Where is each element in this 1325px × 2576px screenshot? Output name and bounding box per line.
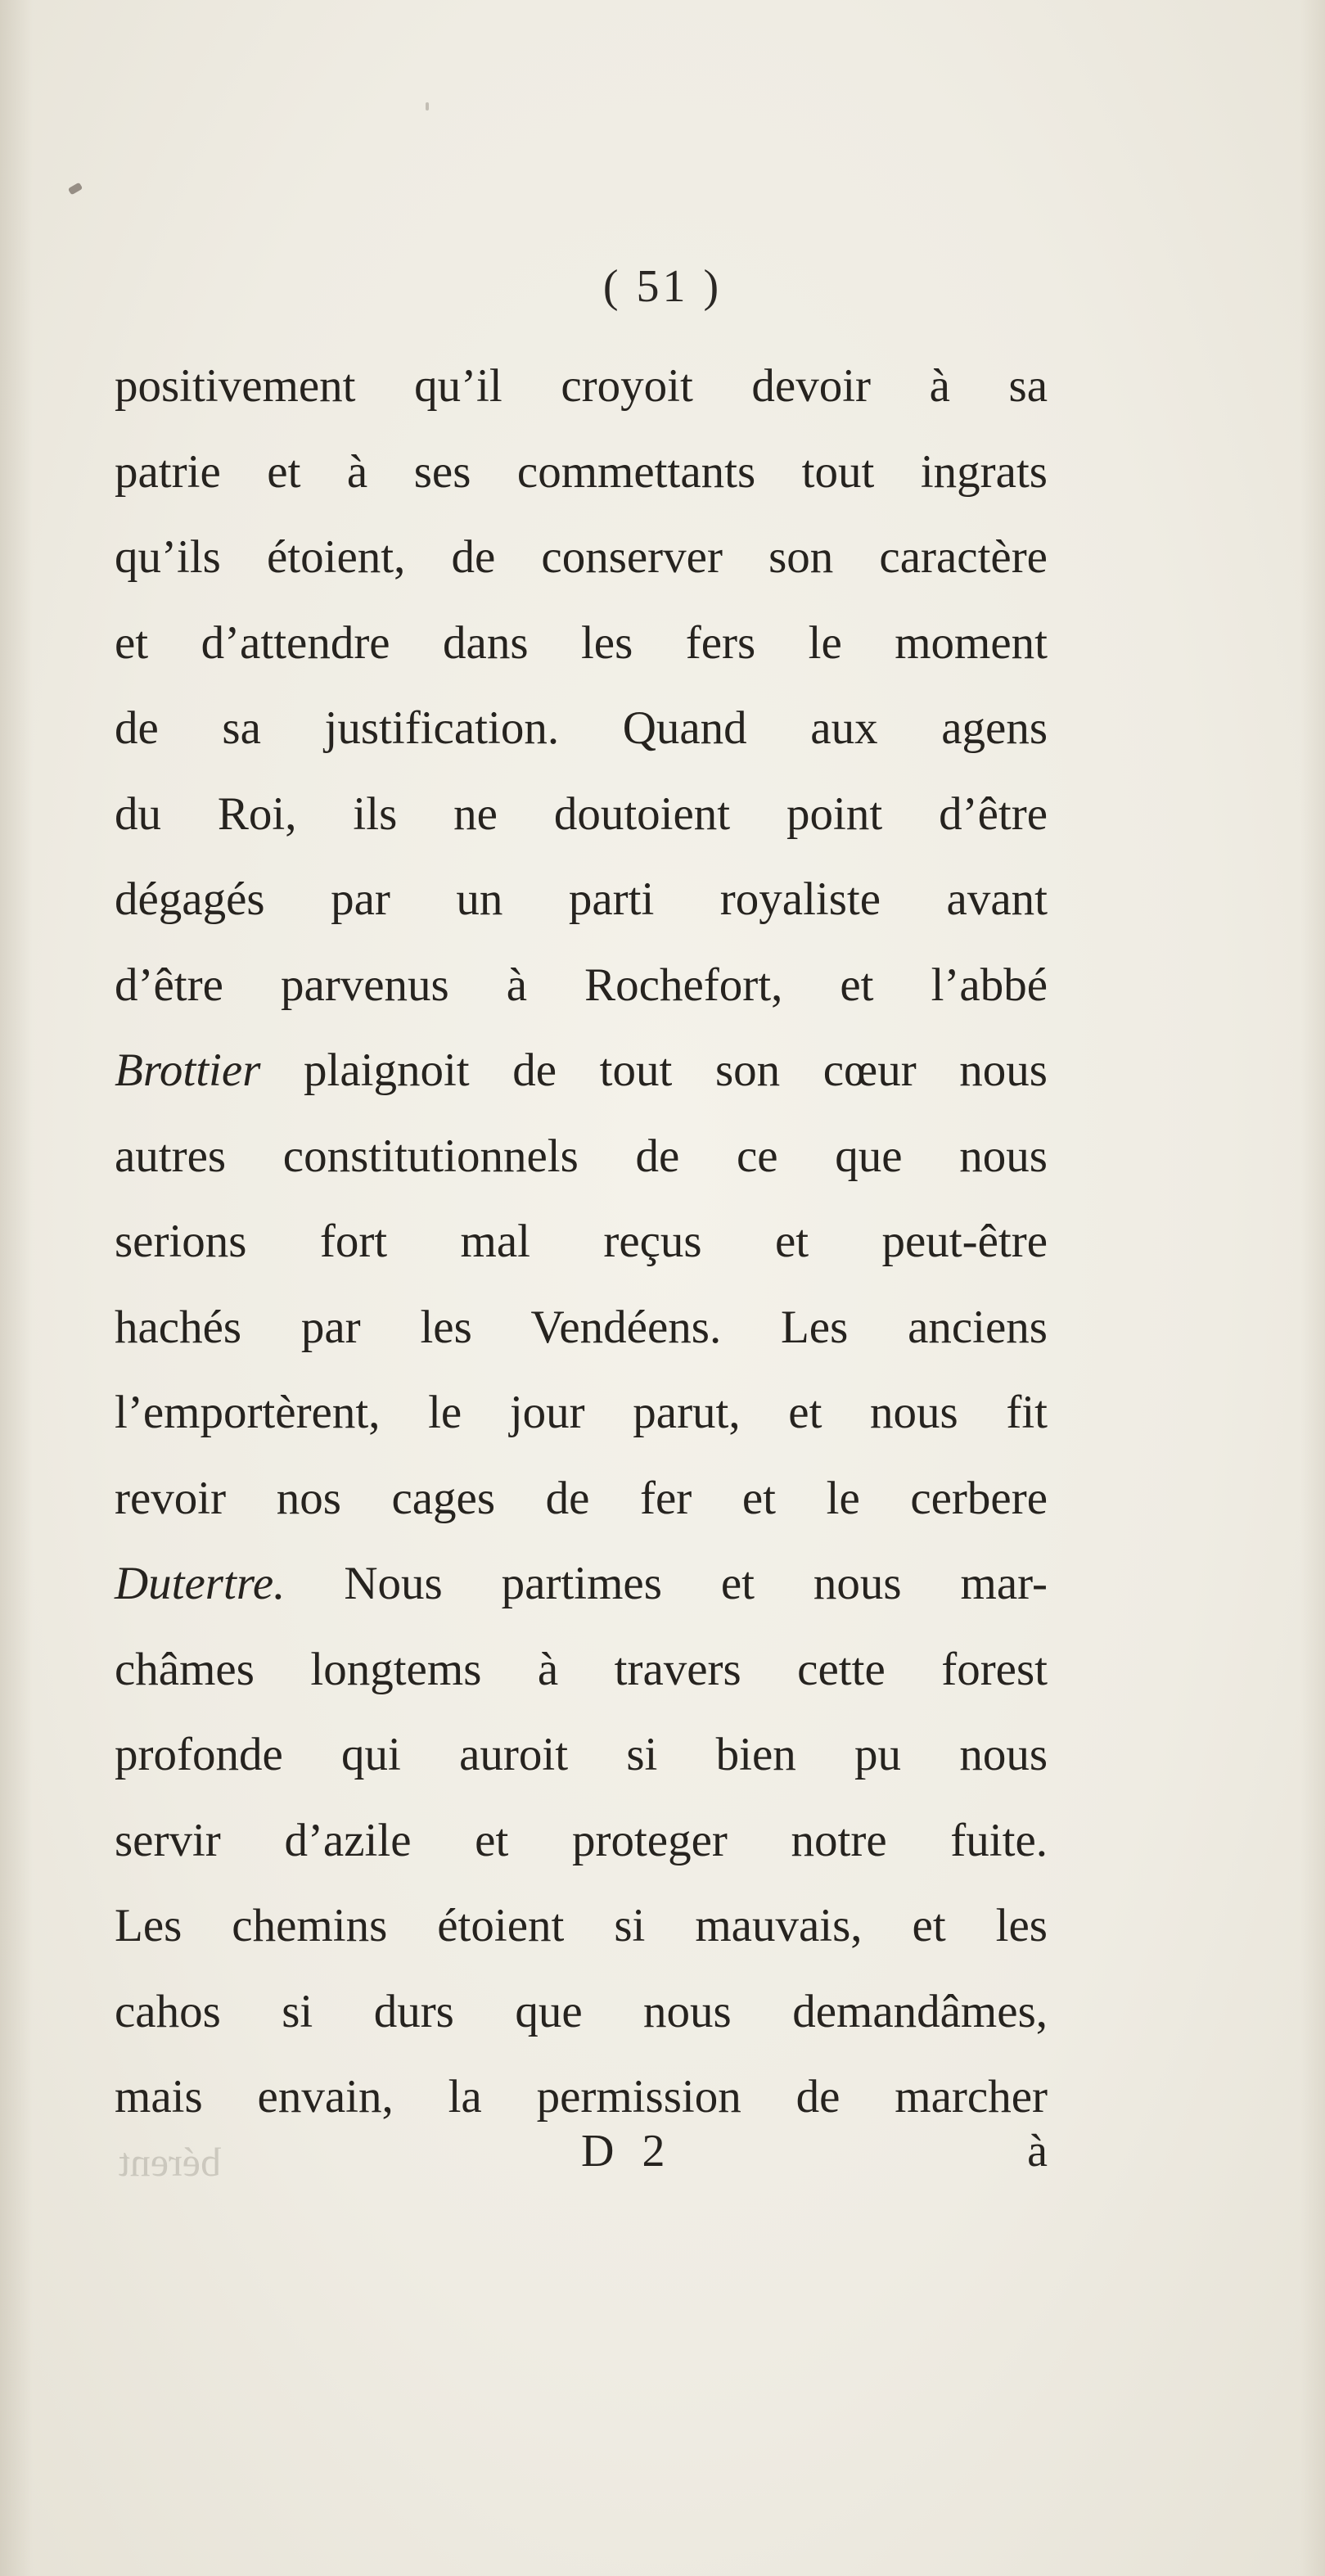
text-line: servir d’azile et proteger notre fuite.	[115, 1814, 1048, 1866]
text-line: du Roi, ils ne doutoient point d’être	[115, 787, 1048, 840]
text-line: hachés par les Vendéens. Les anciens	[115, 1301, 1048, 1353]
text-line: l’emportèrent, le jour parut, et nous fit	[115, 1387, 1048, 1438]
text-line: patrie et à ses commettants tout ingrats	[115, 445, 1048, 498]
text-line: mais envain, la permission de marcher	[115, 2071, 1048, 2123]
text-line: serions fort mal reçus et peut-être	[115, 1216, 1048, 1267]
catchword: à	[1027, 2126, 1048, 2177]
ink-speck	[426, 102, 429, 111]
text-line: de sa justification. Quand aux agens	[115, 702, 1048, 754]
text-line: et d’attendre dans les fers le moment	[115, 616, 1048, 669]
text-line: positivement qu’il croyoit devoir à sa	[115, 360, 1048, 412]
text-line: Les chemins étoient si mauvais, et les	[115, 1900, 1048, 1951]
text-line: qu’ils étoient, de conserver son caractère	[115, 531, 1048, 583]
body-text	[115, 344, 1048, 2141]
page-footer	[115, 2125, 1048, 2199]
text-line: revoir nos cages de fer et le cerbere	[115, 1472, 1048, 1524]
text-line: profonde qui auroit si bien pu nous	[115, 1729, 1048, 1780]
text-line: cahos si durs que nous demandâmes,	[115, 1985, 1048, 2037]
text-line: dégagés par un parti royaliste avant	[115, 873, 1048, 925]
text-line: Brottier plaignoit de tout son cœur nous	[115, 1044, 1048, 1096]
text-line: autres constitutionnels de ce que nous	[115, 1130, 1048, 1182]
signature-mark: D 2	[581, 2126, 674, 2177]
text-line: d’être parvenus à Rochefort, et l’abbé	[115, 959, 1048, 1011]
page-number: ( 51 )	[602, 261, 723, 312]
text-line: châmes longtems à travers cette forest	[115, 1643, 1048, 1695]
bleed-through-text: bérent	[119, 2139, 221, 2185]
ink-speck	[68, 183, 83, 196]
text-line: Dutertre. Nous partimes et nous mar-	[115, 1558, 1048, 1609]
